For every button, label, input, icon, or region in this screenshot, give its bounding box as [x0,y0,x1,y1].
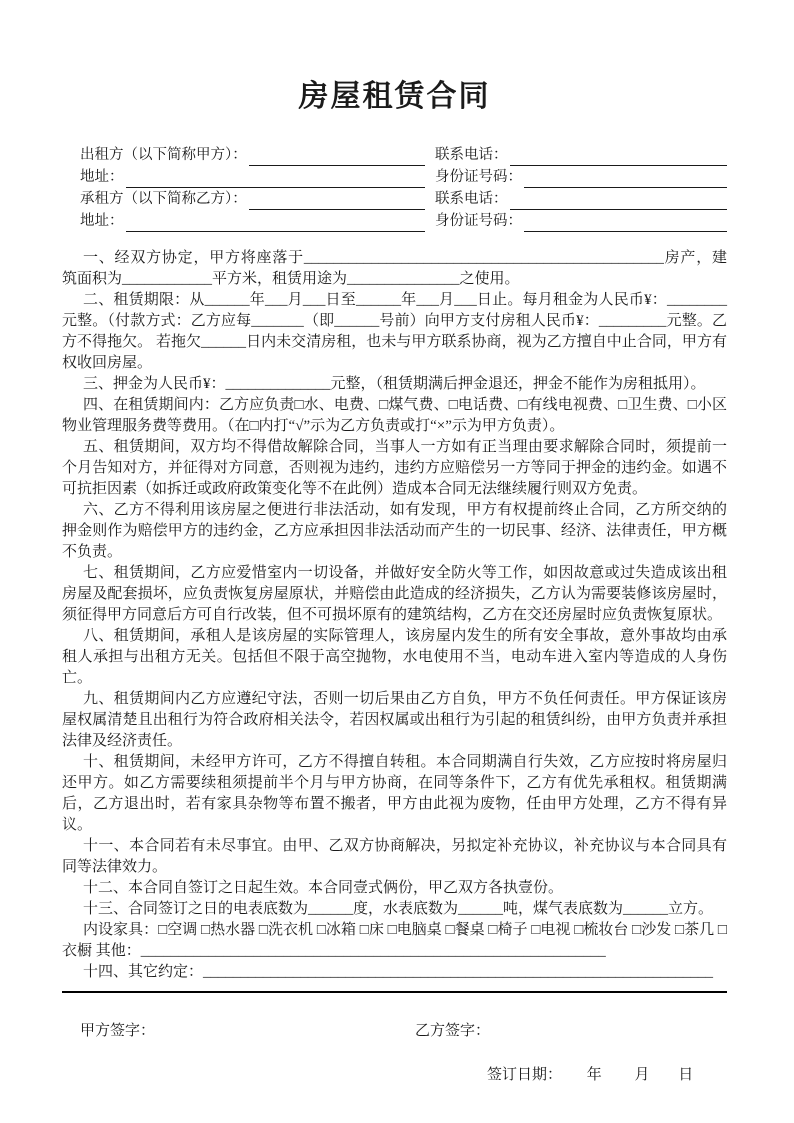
clauses-body [62,248,727,983]
landlord-address-label: 地址： [80,169,124,185]
clause-5: 五、租赁期间，双方均不得借故解除合同，当事人一方如有正当理由要求解除合同时，须提前一个月告知对方，并征得对方同意，否则视为违约，违约方应赔偿另一方等同于押金的违约金。如遇不可抗拒因素（如拆迁或政府政策变化等不在此例）造成本合同无法继续履行则双方免责。 [62,439,727,497]
clause-14: 十四、其它约定：____________________________________________________________________ [83,964,714,980]
party-row-tenant-address [80,210,727,232]
page-title: 房屋租赁合同 [298,80,491,113]
landlord-id-blank [524,170,727,188]
tenant-address-blank [126,214,426,232]
signature-row [62,1021,727,1042]
parties-header [62,144,727,232]
clause-6: 六、乙方不得利用该房屋之便进行非法活动，如有发现，甲方有权提前终止合同，乙方所交纳的押金则作为赔偿甲方的违约金，乙方应承担因非法活动而产生的一切民事、经济、法律责任，甲方概不负责。 [62,502,727,560]
landlord-phone-label: 联系电话： [435,147,508,163]
tenant-id-label: 身份证号码： [435,213,522,229]
landlord-label: 出租方（以下简称甲方）： [80,147,247,163]
clause-4: 四、在租赁期间内：乙方应负责□水、电费、□煤气费、□电话费、□有线电视费、□卫生费、□小区物业管理服务费等费用。（在□内打“√”示为乙方负责或打“×”示为甲方负责）。 [62,397,727,434]
tenant-phone-label: 联系电话： [435,191,508,207]
clause-2: 二、租赁期限：从______年___月___日至______年___月___日止。每月租金为人民币¥：________元整。（付款方式：乙方应每_______（即______号前）向甲方支付房租人民币¥：_________元整。乙方不得拖欠。 若拖欠______日内未交清房租，也未与甲方联系协商，视为乙方擅自中止合同，甲方有权收回房屋。 [62,292,727,371]
month-label: 月 [634,1067,650,1083]
tenant-id-blank [524,214,727,232]
year-label: 年 [586,1067,602,1083]
signing-date-row [62,1065,727,1086]
party-row-landlord-address [80,166,727,188]
signing-date-label: 签订日期： [487,1067,563,1083]
clause-3: 三、押金为人民币¥：______________元整，（租赁期满后押金退还，押金不能作为房租抵用）。 [83,376,706,392]
party-a-signature-label: 甲方签字： [80,1023,156,1039]
party-b-signature-label: 乙方签字： [415,1023,491,1039]
landlord-name-blank [249,148,425,166]
furniture-checklist: 内设家具：□空调 □热水器 □洗衣机 □冰箱 □床 □电脑桌 □餐桌 □椅子 □电视 □梳妆台 □沙发 □茶几 □衣橱 其他：______________________________________________________________ [62,922,727,959]
landlord-id-label: 身份证号码： [435,169,522,185]
signature-divider [62,991,727,993]
tenant-address-label: 地址： [80,213,124,229]
party-row-tenant [80,188,727,210]
clause-12: 十二、本合同自签订之日起生效。本合同壹式俩份，甲乙双方各执壹份。 [83,880,564,896]
party-row-landlord [80,144,727,166]
tenant-phone-blank [510,192,728,210]
clause-10: 十、租赁期间，未经甲方许可，乙方不得擅自转租。本合同期满自行失效，乙方应按时将房屋归还甲方。如乙方需要续租须提前半个月与甲方协商，在同等条件下，乙方有优先承租权。租赁期满后，乙方退出时，若有家具杂物等布置不搬者，甲方由此视为废物，任由甲方处理，乙方不得有异议。 [62,754,727,833]
day-label: 日 [678,1067,694,1083]
clause-1: 一、经双方协定，甲方将座落于________________________________________________房产，建筑面积为____________平方米，租赁用途为_______________之使用。 [62,250,727,287]
clause-8: 八、租赁期间，承租人是该房屋的实际管理人，该房屋内发生的所有安全事故，意外事故均由承租人承担与出租方无关。包括但不限于高空抛物，水电使用不当，电动车进入室内等造成的人身伤亡。 [62,628,727,686]
tenant-name-blank [249,192,425,210]
clause-7: 七、租赁期间，乙方应爱惜室内一切设备，并做好安全防火等工作，如因故意或过失造成该出租房屋及配套损坏，应负责恢复房屋原状，并赔偿由此造成的经济损失，乙方认为需要装修该房屋时，须征得甲方同意后方可自行改装，但不可损坏原有的建筑结构，乙方在交还房屋时应负责恢复原状。 [62,565,727,623]
landlord-address-blank [126,170,426,188]
clause-13: 十三、合同签订之日的电表底数为______度，水表底数为______吨，煤气表底数为______立方。 [83,901,714,917]
clause-11: 十一、本合同若有未尽事宜。由甲、乙双方协商解决，另拟定补充协议，补充协议与本合同具有同等法律效力。 [62,838,727,875]
landlord-phone-blank [510,148,728,166]
tenant-label: 承租方（以下简称乙方）： [80,191,247,207]
clause-9: 九、租赁期间内乙方应遵纪守法，否则一切后果由乙方自负，甲方不负任何责任。甲方保证该房屋权属清楚且出租行为符合政府相关法令，若因权属或出租行为引起的租赁纠纷，由甲方负责并承担法律及经济责任。 [62,691,727,749]
